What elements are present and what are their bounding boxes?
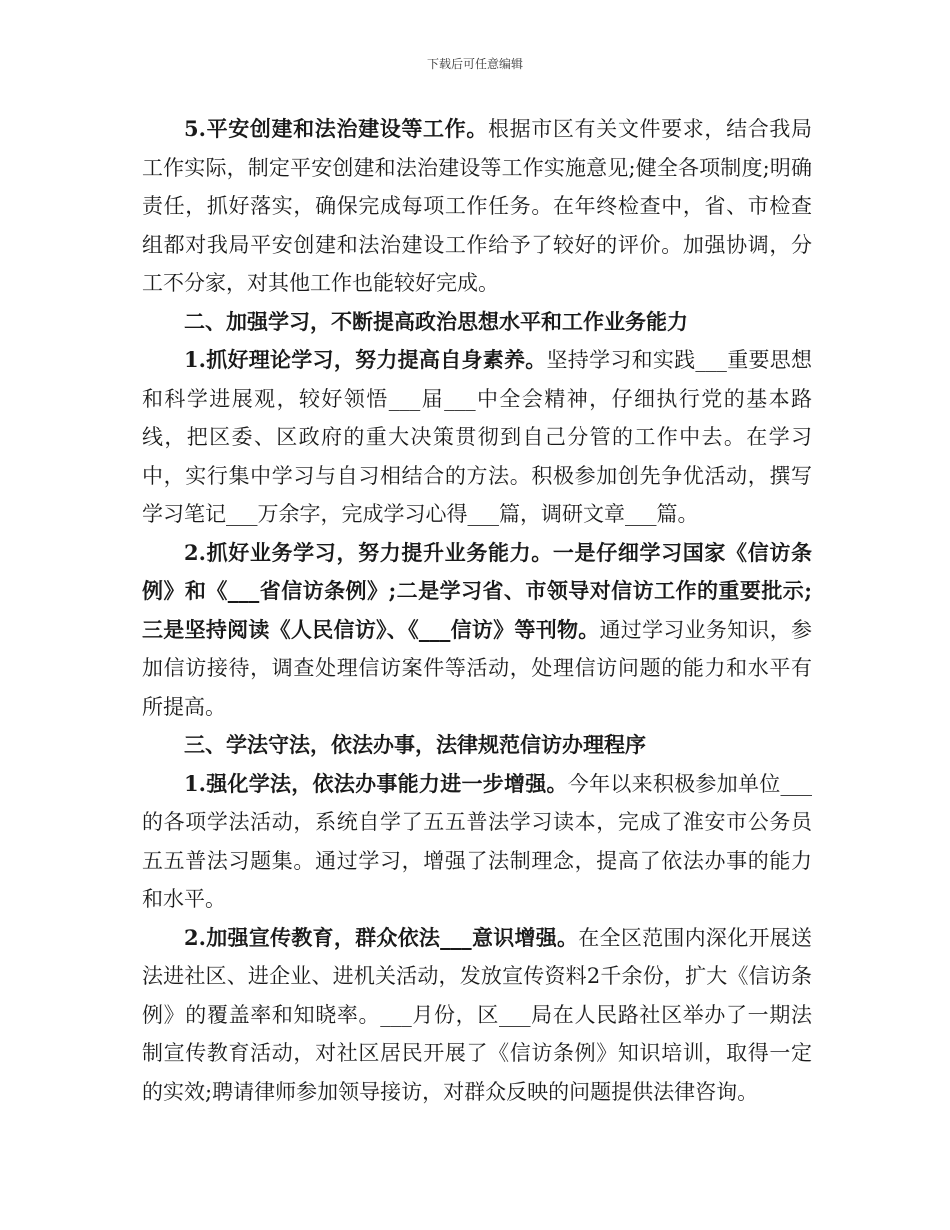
paragraph-lead: 1.强化学法，依法办事能力进一步增强。 — [184, 770, 568, 796]
section-heading-law: 三、学法守法，依法办事，法律规范信访办理程序 — [184, 732, 646, 757]
document-body — [142, 110, 812, 1111]
page-header: 下载后可任意编辑 — [426, 57, 523, 71]
paragraph-safety-law — [142, 110, 812, 303]
paragraph-law-study — [142, 765, 812, 919]
paragraph-body: 通过学习业务知识，参加信访接待，调查处理信访案件等活动，处理信访问题的能力和水平有所提高。 — [142, 617, 812, 719]
paragraph-publicity — [142, 919, 812, 1112]
paragraph-lead: 2.抓好业务学习，努力提升业务能力。一是仔细学习国家《信访条例》和《___省信访条例》;二是学习省、市领导对信访工作的重要批示;三是坚持阅读《人民信访》、《___信访》等刊物。 — [142, 539, 812, 642]
paragraph-theory-study — [142, 341, 812, 534]
section-heading-study: 二、加强学习，不断提高政治思想水平和工作业务能力 — [184, 308, 688, 334]
paragraph-body: 在全区范围内深化开展送法进社区、进企业、进机关活动，发放宣传资料2千余份，扩大《信访条例》的覆盖率和知晓率。___月份，区___局在人民路社区举办了一期法制宣传教育活动，对社区居民开展了《信访条例》知识培训，取得一定的实效;聘请律师参加领导接访，对群众反映的问题提供法律咨询。 — [142, 925, 813, 1104]
paragraph-lead: 5.平安创建和法治建设等工作。 — [184, 116, 488, 141]
paragraph-lead: 2.加强宣传教育，群众依法___意识增强。 — [184, 924, 579, 950]
paragraph-body: 今年以来积极参加单位___的各项学法活动，系统自学了五五普法学习读本，完成了淮安市公务员五五普法习题集。通过学习，增强了法制理念，提高了依法办事的能力和水平。 — [142, 771, 813, 911]
paragraph-lead: 1.抓好理论学习，努力提高自身素养。 — [184, 347, 547, 372]
paragraph-business-study — [142, 534, 812, 727]
paragraph-body: 根据市区有关文件要求，结合我局工作实际，制定平安创建和法治建设等工作实施意见;健全各项制度;明确责任，抓好落实，确保完成每项工作任务。在年终检查中，省、市检查组都对我局平安创建和法治建设工作给予了较好的评价。加强协调，分工不分家，对其他工作也能较好完成。 — [142, 117, 813, 295]
paragraph-body: 坚持学习和实践___重要思想和科学进展观，较好领悟___届___中全会精神，仔细执行党的基本路线，把区委、区政府的重大决策贯彻到自己分管的工作中去。在学习中，实行集中学习与自习相结合的方法。积极参加创先争优活动，撰写学习笔记___万余字，完成学习心得___篇，调研文章___篇。 — [142, 348, 813, 526]
